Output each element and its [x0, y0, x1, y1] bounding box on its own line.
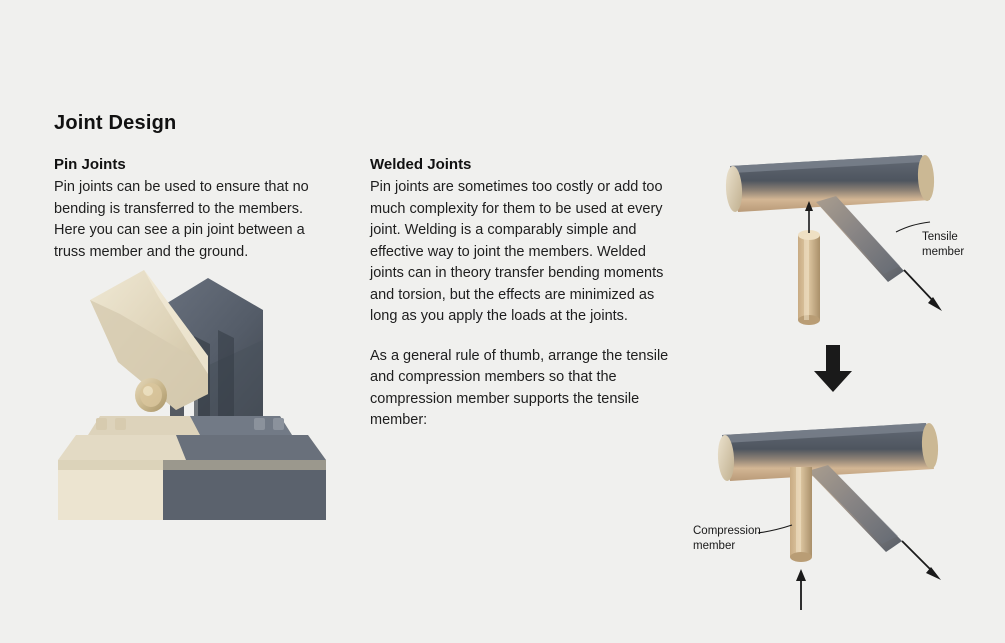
section-body-welded-joints [370, 177, 675, 432]
label-line: member [693, 540, 736, 552]
paragraph: Pin joints are sometimes too costly or add too much complexity for them to be used at every joint. Welding is a comparably simple and effective way to joint the members. Welded joints can in theory transfer bending moments and torsion, but the effects are minimized as long as you apply the loads at the joints. [370, 179, 664, 324]
paragraph: As a general rule of thumb, arrange the tensile and compression members so that the compression member supports the tensile member: [370, 347, 669, 428]
figure-label-compression-member [693, 524, 783, 554]
section-body-pin-joints [54, 177, 334, 263]
pin-joint-figure [58, 270, 328, 525]
label-line: Tensile [922, 231, 958, 243]
paragraph: Pin joints can be used to ensure that no bending is transferred to the members. Here you can see a pin joint between a truss member and the ground. [54, 179, 309, 260]
section-heading-pin-joints: Pin Joints [54, 156, 126, 173]
section-pin-joints [54, 156, 334, 281]
section-heading-welded-joints: Welded Joints [370, 156, 472, 173]
welded-joint-compression-figure [680, 405, 990, 620]
down-arrow-icon [812, 345, 854, 393]
page-title: Joint Design [54, 112, 177, 134]
label-line: Compression [693, 525, 761, 537]
section-welded-joints [370, 156, 675, 450]
figure-label-tensile-member [922, 230, 992, 260]
force-arrow-diagonal [904, 270, 942, 311]
force-arrow-up [796, 569, 806, 610]
force-arrow-diagonal [902, 541, 941, 580]
label-line: member [922, 246, 965, 258]
